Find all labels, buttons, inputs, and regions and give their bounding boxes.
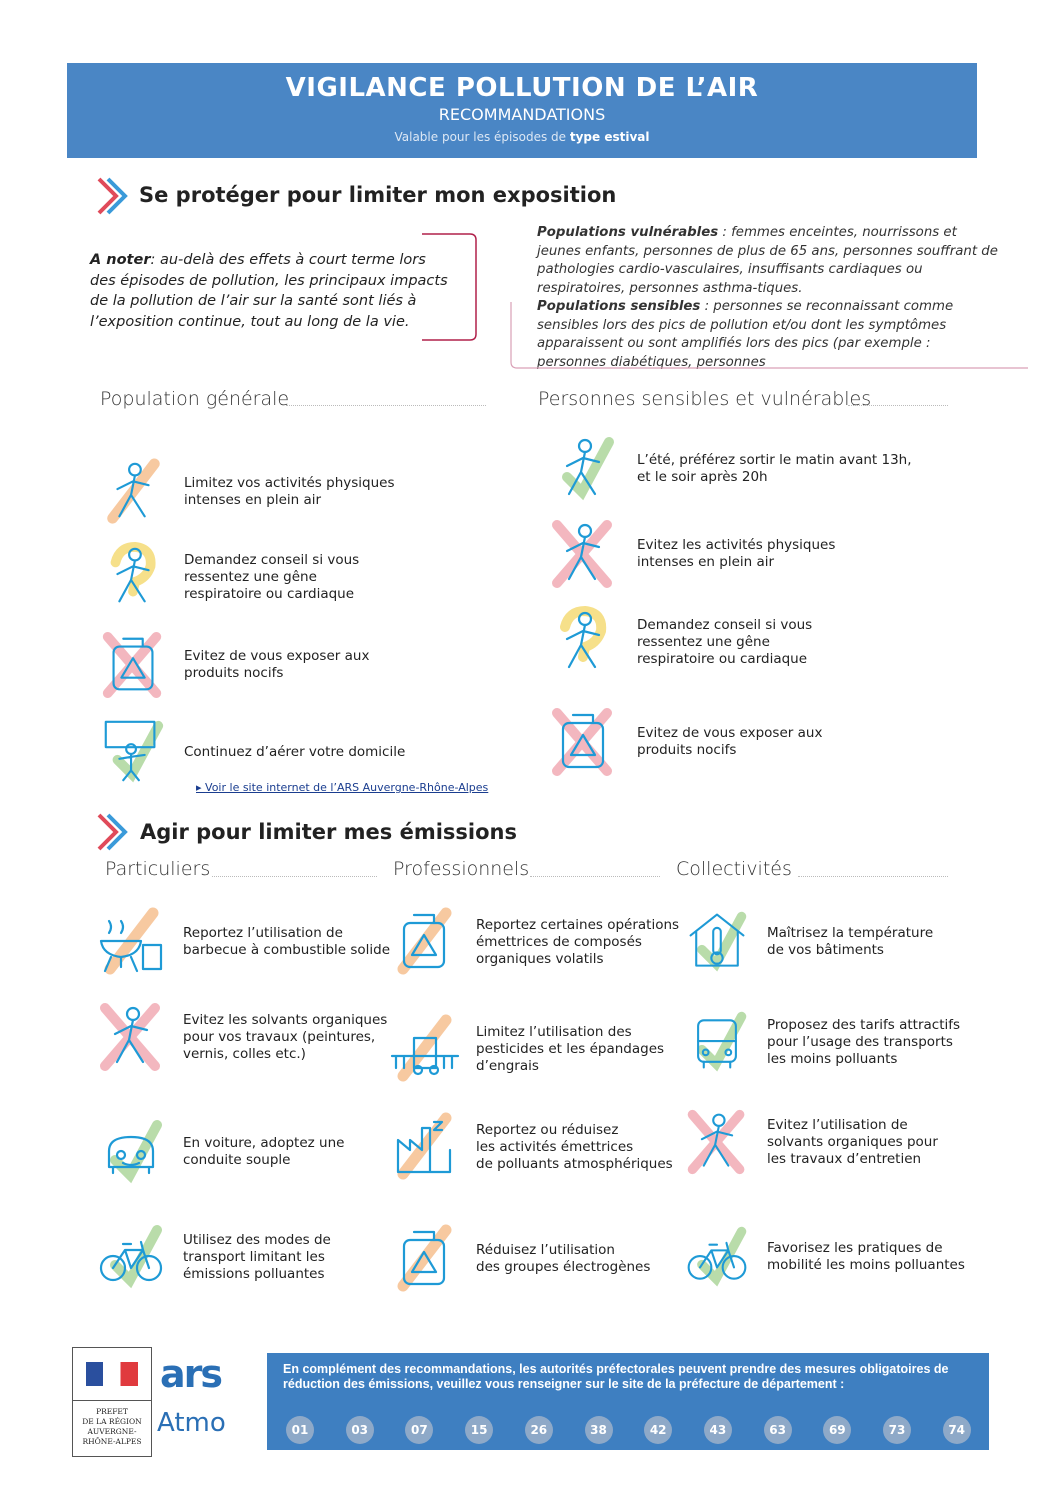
- recommendation-item: [388, 1012, 664, 1086]
- recommendation-text: Reportez l’utilisation de barbecue à combustible solide: [183, 925, 391, 958]
- recommendation-text: Demandez conseil si vous ressentez une gêne respiratoire ou cardiaque: [184, 551, 360, 602]
- recommendation-item: [545, 432, 912, 506]
- recommendation-text: Evitez l’utilisation de solvants organiques pour les travaux d’entretien: [767, 1116, 938, 1167]
- recommendation-text: Continuez d’aérer votre domicile: [184, 743, 406, 760]
- chevron-icon: [96, 812, 130, 852]
- atmo-logo: Atmo: [157, 1408, 226, 1438]
- running-person-icon: [98, 455, 168, 529]
- department-15-button[interactable]: 15: [465, 1416, 493, 1444]
- painting-person-icon: [683, 1105, 751, 1179]
- divider: [530, 876, 660, 877]
- recommendation-item: [95, 1220, 331, 1294]
- recommendation-text: Evitez les solvants organiques pour vos travaux (peintures, vernis, colles etc.): [183, 1011, 388, 1062]
- recommendation-item: [545, 605, 812, 679]
- validity-note: Valable pour les épisodes de type estival: [394, 130, 650, 144]
- toxic-canister-icon: [545, 705, 621, 779]
- toxic-canister-icon: [98, 628, 168, 702]
- divider: [798, 876, 948, 877]
- recommendation-text: Evitez de vous exposer aux produits nocifs: [184, 648, 370, 681]
- running-person-icon: [545, 517, 621, 591]
- note-text: A noter: au-delà des effets à court terme lors des épisodes de pollution, les principaux impacts de la pollution de l’air sur la santé sont liés à l’exposition continue, tout au long de la vie.: [90, 252, 448, 330]
- recommendation-text: Evitez de vous exposer aux produits nocifs: [637, 725, 823, 758]
- department-42-button[interactable]: 42: [644, 1416, 672, 1444]
- recommendation-text: Demandez conseil si vous ressentez une gêne respiratoire ou cardiaque: [637, 616, 813, 667]
- recommendation-item: [98, 715, 405, 789]
- recommendation-item: [545, 705, 822, 779]
- house-thermometer-icon: [683, 905, 751, 979]
- ars-logo: ars: [160, 1352, 222, 1396]
- recommendation-item: [98, 628, 369, 702]
- chevron-icon: [96, 176, 130, 216]
- bus-icon: [683, 1005, 751, 1079]
- factory-sleep-icon: [388, 1110, 460, 1184]
- recommendation-text: Reportez ou réduisez les activités émettrices de polluants atmosphériques: [476, 1121, 673, 1172]
- recommendation-item: [683, 1105, 938, 1179]
- section-title-act: Agir pour limiter mes émissions: [140, 820, 517, 844]
- department-07-button[interactable]: 07: [405, 1416, 433, 1444]
- department-26-button[interactable]: 26: [525, 1416, 553, 1444]
- prefet-text: PREFET DE LA RÉGION AUVERGNE- RHÔNE-ALPES: [82, 1407, 142, 1446]
- prefet-logo: [72, 1347, 152, 1457]
- department-38-button[interactable]: 38: [585, 1416, 613, 1444]
- note-bracket: [420, 232, 480, 344]
- recommendation-item: [545, 517, 835, 591]
- recommendation-text: L’été, préférez sortir le matin avant 13h, et le soir après 20h: [637, 452, 912, 485]
- tractor-sprayer-icon: [388, 1012, 460, 1086]
- divider: [286, 405, 486, 406]
- subtitle-collectivites: Collectivités: [676, 858, 792, 880]
- recommendation-item: [683, 1005, 960, 1079]
- car-icon: [95, 1115, 167, 1189]
- recommendation-text: Utilisez des modes de transport limitant les émissions polluantes: [183, 1231, 331, 1282]
- question-person-icon: [545, 605, 621, 679]
- divider: [848, 405, 948, 406]
- population-definitions: Populations vulnérables : femmes enceintes, nourrissons et jeunes enfants, personnes de plus de 65 ans, personnes souffrant de pathologies cardio-vasculaires, insuffisants cardiaques ou respiratoires, personnes asthma-tiques. Populations sensibles : personnes se reconnaissant comme sensibles lors des pics de pollution et/ou dont les symptômes apparaissent ou sont amplifiés lors des pics (par exemple : personnes diabétiques, personnes: [537, 225, 998, 370]
- recommendation-text: Maîtrisez la température de vos bâtiments: [767, 925, 934, 958]
- subtitle-particuliers: Particuliers: [105, 858, 211, 880]
- department-63-button[interactable]: 63: [764, 1416, 792, 1444]
- department-03-button[interactable]: 03: [346, 1416, 374, 1444]
- recommendation-item: [388, 905, 679, 979]
- recommendation-text: Limitez vos activités physiques intenses en plein air: [184, 475, 395, 508]
- recommendation-text: Favorisez les pratiques de mobilité les moins polluantes: [767, 1240, 965, 1273]
- divider: [212, 876, 377, 877]
- solvent-tank-icon: [388, 905, 460, 979]
- recommendation-item: [98, 540, 359, 614]
- department-74-button[interactable]: 74: [943, 1416, 971, 1444]
- recommendation-item: [98, 455, 395, 529]
- recommendation-item: [388, 1110, 673, 1184]
- bicycle-icon: [95, 1220, 167, 1294]
- department-69-button[interactable]: 69: [823, 1416, 851, 1444]
- subtitle-professionnels: Professionnels: [393, 858, 530, 880]
- recommendation-item: [95, 1000, 387, 1074]
- section-title-protect: Se protéger pour limiter mon exposition: [139, 183, 617, 207]
- walking-person-icon: [545, 432, 621, 506]
- header-banner: [67, 63, 977, 158]
- recommendation-text: Limitez l’utilisation des pesticides et les épandages d’engrais: [476, 1023, 665, 1074]
- recommendation-item: [95, 905, 390, 979]
- department-73-button[interactable]: 73: [883, 1416, 911, 1444]
- recommendation-item: [683, 905, 933, 979]
- recommendation-item: [683, 1220, 965, 1294]
- recommendation-text: En voiture, adoptez une conduite souple: [183, 1135, 345, 1168]
- page-subtitle: RECOMMANDATIONS: [438, 105, 606, 124]
- recommendation-item: [388, 1222, 650, 1296]
- footer-banner: [267, 1353, 989, 1450]
- department-43-button[interactable]: 43: [704, 1416, 732, 1444]
- painting-person-icon: [95, 1000, 167, 1074]
- recommendation-text: Reportez certaines opérations émettrices de composés organiques volatils: [476, 916, 680, 967]
- question-person-icon: [98, 540, 168, 614]
- generator-icon: [388, 1222, 460, 1296]
- recommendation-text: Proposez des tarifs attractifs pour l’usage des transports les moins polluants: [767, 1016, 961, 1067]
- flag-icon: [86, 1362, 138, 1386]
- recommendation-item: [95, 1115, 344, 1189]
- ars-website-link[interactable]: ▸ Voir le site internet de l’ARS Auvergne-Rhône-Alpes: [196, 781, 489, 794]
- footer-message: En complément des recommandations, les autorités préfectorales peuvent prendre des mesures obligatoires de réduction des émissions, veuillez vous renseigner sur le site de la préfecture de département :: [283, 1362, 949, 1391]
- subtitle-general: Population générale: [100, 388, 290, 410]
- barbecue-icon: [95, 905, 167, 979]
- bicycle-icon: [683, 1220, 751, 1294]
- window-airing-icon: [98, 715, 168, 789]
- definitions-bracket: [508, 300, 1030, 372]
- subtitle-sensitive: Personnes sensibles et vulnérables: [538, 388, 872, 410]
- recommendation-text: Réduisez l’utilisation des groupes électrogènes: [476, 1242, 651, 1275]
- page-title: VIGILANCE POLLUTION DE L’AIR: [285, 73, 759, 103]
- department-01-button[interactable]: 01: [286, 1416, 314, 1444]
- recommendation-text: Evitez les activités physiques intenses en plein air: [637, 537, 836, 570]
